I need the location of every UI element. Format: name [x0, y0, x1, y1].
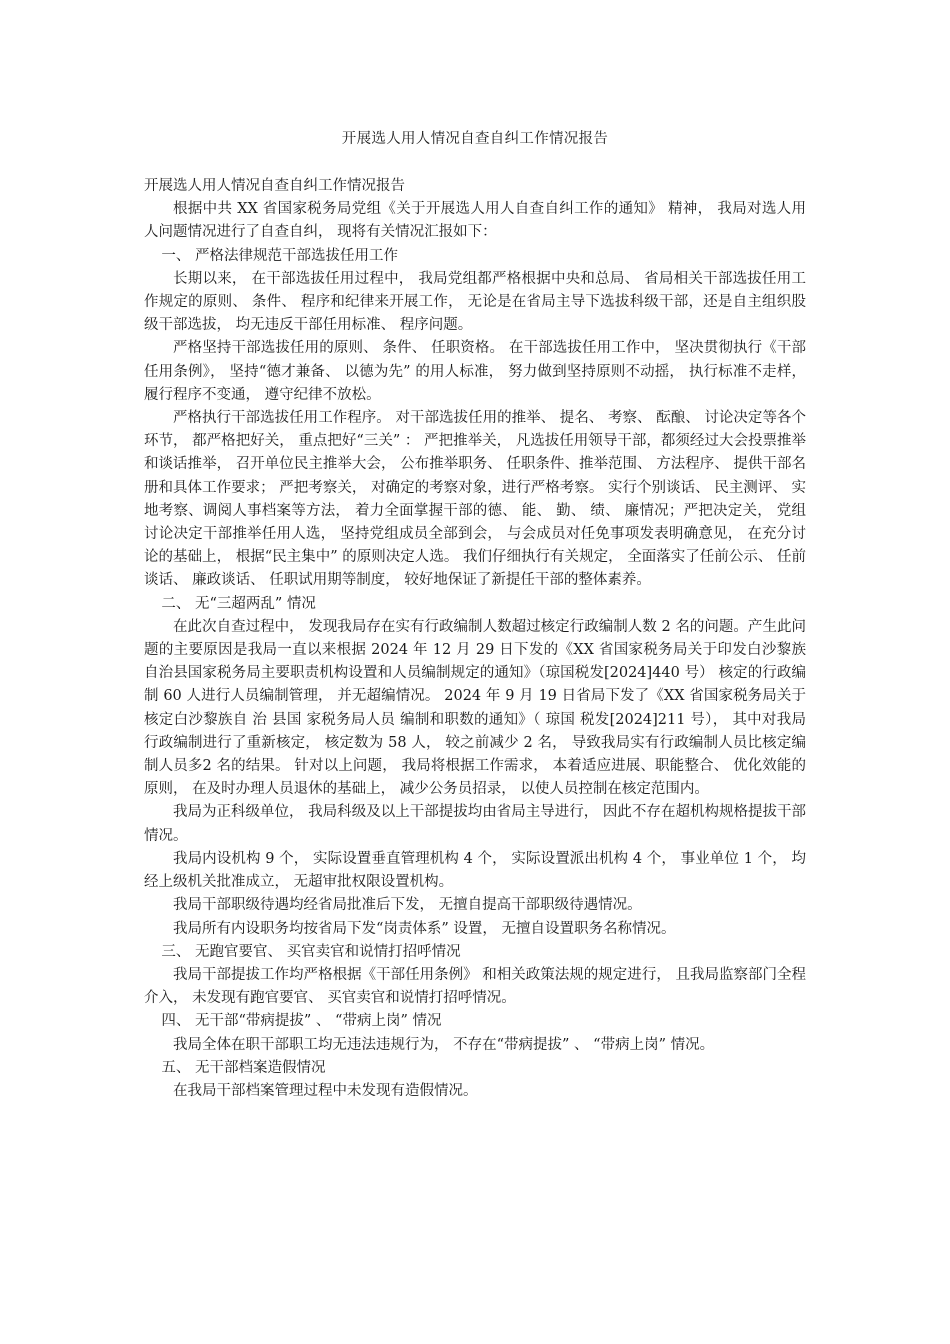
section-heading: 三、 无跑官要官、 买官卖官和说情打招呼情况 [161, 943, 461, 960]
document-title: 开展选人用人情况自查自纠工作情况报告 [341, 131, 609, 147]
paragraph: 我局为正科级单位， 我局科级及以上干部提拔均由省局主导进行， 因此不存在超机构规格提拔干部情况。 [144, 804, 806, 844]
paragraph: 严格坚持干部选拔任用的原则、 条件、 任职资格。 在干部选拔任用工作中， 坚决贯彻执行《干部任用条例》， 坚持“德才兼备、 以德为先” 的用人标准， 努力做到坚持原则不动摇， 执行标准不走样，履行程序不变通， 遵守纪律不放松。 [144, 340, 806, 403]
paragraph: 开展选人用人情况自查自纠工作情况报告 [144, 178, 405, 194]
paragraph: 在我局干部档案管理过程中未发现有造假情况。 [173, 1082, 478, 1099]
paragraph: 严格执行干部选拔任用工作程序。 对干部选拔任用的推举、 提名、 考察、 酝酿、 讨论决定等各个环节， 都严格把好关， 重点把好“三关” ： 严把推举关， 凡选拔任用领导干部，都须经过大会投票推举和谈话推举， 召开单位民主推举大会， 公布推举职务、 任职条件、推举范围、 方法程序、 提供干部名册和具体工作要求； 严把考察关， 对确定的考察对象，进行严格考察。 实行个别谈话、 民主测评、 实地考察、调阅人事档案等方法， 着力全面掌握干部的德、 能、 勤、 绩、 廉情况；严把决定关， 党组讨论决定干部推举任用人选， 坚持党组成员全部到会， 与会成员对任免事项发表明确意见， 在充分讨论的基础上， 根据“民主集中” 的原则决定人选。 我们仔细执行有关规定， 全面落实了任前公示、 任前谈话、 廉政谈话、 任职试用期等制度， 较好地保证了新提任干部的整体素养。 [144, 410, 806, 589]
paragraph: 我局全体在职干部职工均无违法违规行为， 不存在“带病提拔” 、 “带病上岗” 情况。 [173, 1036, 715, 1053]
document-body [144, 175, 806, 1103]
paragraph: 我局干部职级待遇均经省局批准后下发， 无擅自提高干部职级待遇情况。 [173, 897, 642, 914]
section-heading: 二、 无“三超两乱” 情况 [161, 595, 316, 612]
paragraph: 我局所有内设职务均按省局下发“岗责体系” 设置， 无擅自设置职务名称情况。 [173, 920, 676, 937]
section-heading: 四、 无干部“带病提拔” 、 “带病上岗” 情况 [161, 1013, 442, 1030]
section-heading: 一、 严格法律规范干部选拔任用工作 [161, 247, 398, 264]
section-heading: 五、 无干部档案造假情况 [161, 1059, 326, 1076]
paragraph: 根据中共 XX 省国家税务局党组《关于开展选人用人自查自纠工作的通知》 精神， 我局对选人用人问题情况进行了自查自纠， 现将有关情况汇报如下： [144, 201, 806, 241]
paragraph: 在此次自查过程中， 发现我局存在实有行政编制人数超过核定行政编制人数 2 名的问题。产生此问题的主要原因是我局一直以来根据 2024 年 12 月 29 日下发的《XX 省国家税务局关于印发白沙黎族自治县国家税务局主要职责机构设置和人员编制规定的通知》（琼国税发[2024]440 号） 核定的行政编制 60 人进行人员编制管理， 并无超编情况。 2024 年 9 月 19 日省局下发了《XX 省国家税务局关于核定白沙黎族自 治 县国 家税务局人员 编制和职数的通知》（ 琼国 税发[2024]211 号）， 其中对我局行政编制进行了重新核定， 核定数为 58 人， 较之前减少 2 名， 导致我局实有行政编制人员比核定编制人员多2 名的结果。 针对以上问题， 我局将根据工作需求， 本着适应进展、职能整合、 优化效能的原则， 在及时办理人员退休的基础上， 减少公务员招录， 以使人员控制在核定范围内。 [144, 618, 806, 798]
paragraph: 我局内设机构 9 个， 实际设置垂直管理机构 4 个， 实际设置派出机构 4 个， 事业单位 1 个， 均经上级机关批准成立， 无超审批权限设置机构。 [144, 850, 806, 891]
paragraph: 我局干部提拔工作均严格根据《干部任用条例》 和相关政策法规的规定进行， 且我局监察部门全程介入， 未发现有跑官要官、 买官卖官和说情打招呼情况。 [144, 966, 806, 1007]
paragraph: 长期以来， 在干部选拔任用过程中， 我局党组都严格根据中央和总局、 省局相关干部选拔任用工作规定的原则、 条件、 程序和纪律来开展工作， 无论是在省局主导下选拔科级干部，还是自主组织股级干部选拔， 均无违反干部任用标准、 程序问题。 [144, 270, 806, 334]
